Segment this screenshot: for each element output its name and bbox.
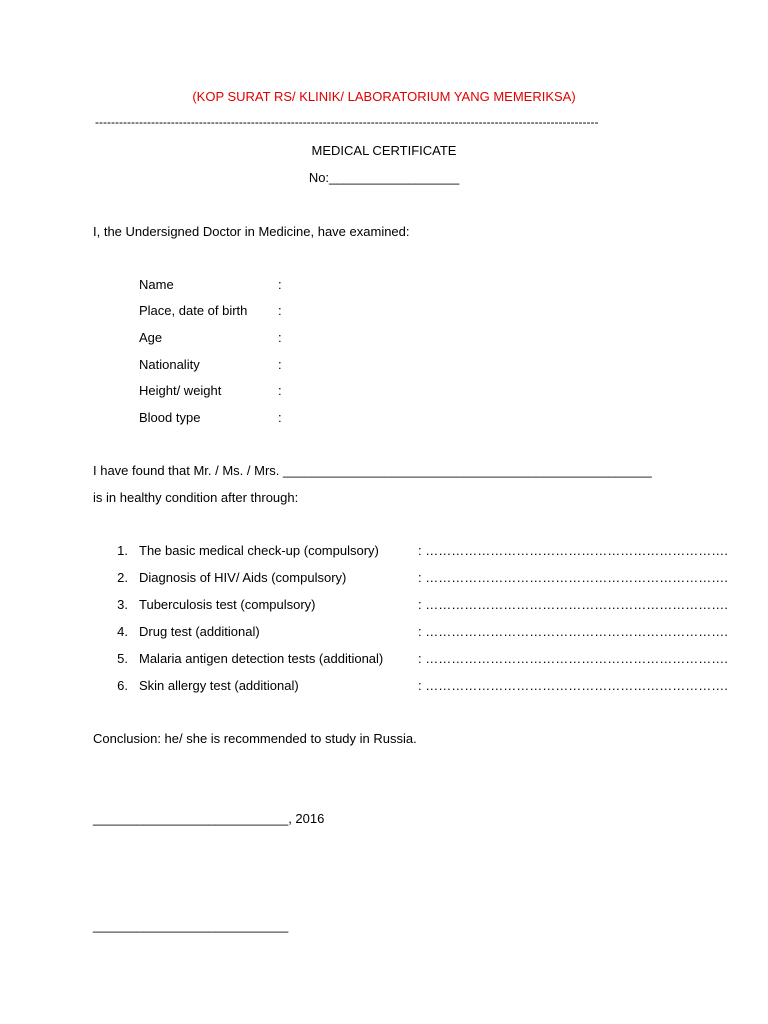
letterhead-placeholder: (KOP SURAT RS/ KLINIK/ LABORATORIUM YANG MEMERIKSA) xyxy=(192,89,576,104)
field-nationality-colon: : xyxy=(278,357,282,372)
test-result-blank: : ……………………………………………………………. xyxy=(418,597,728,612)
found-statement: I have found that Mr. / Ms. / Mrs. ___________________________________________________ xyxy=(93,463,652,478)
test-number: 1. xyxy=(117,543,128,558)
header-separator: ------------------------------------------------------------------------------------------------------------------------------ xyxy=(95,115,599,129)
field-name-colon: : xyxy=(278,277,282,292)
test-label: The basic medical check-up (compulsory) xyxy=(139,543,379,558)
healthy-statement: is in healthy condition after through: xyxy=(93,490,299,505)
test-result-blank: : ……………………………………………………………. xyxy=(418,543,728,558)
certificate-number: No:__________________ xyxy=(308,170,460,185)
test-result-blank: : ……………………………………………………………. xyxy=(418,624,728,639)
document-title: MEDICAL CERTIFICATE xyxy=(311,143,457,158)
field-age-colon: : xyxy=(278,330,282,345)
field-height-weight-label: Height/ weight xyxy=(139,383,222,398)
field-nationality-label: Nationality xyxy=(139,357,200,372)
field-blood-type-colon: : xyxy=(278,410,282,425)
test-result-blank: : ……………………………………………………………. xyxy=(418,678,728,693)
test-label: Tuberculosis test (compulsory) xyxy=(139,597,316,612)
signature-line: ___________________________ xyxy=(93,918,289,933)
place-date-line: ___________________________, 2016 xyxy=(93,811,325,826)
field-height-weight-colon: : xyxy=(278,383,282,398)
test-number: 3. xyxy=(117,597,128,612)
test-number: 2. xyxy=(117,570,128,585)
field-age-label: Age xyxy=(139,330,163,345)
field-birth-label: Place, date of birth xyxy=(139,303,248,318)
test-result-blank: : ……………………………………………………………. xyxy=(418,651,728,666)
test-label: Skin allergy test (additional) xyxy=(139,678,299,693)
field-birth-colon: : xyxy=(278,303,282,318)
test-label: Drug test (additional) xyxy=(139,624,260,639)
field-name-label: Name xyxy=(139,277,174,292)
test-result-blank: : ……………………………………………………………. xyxy=(418,570,728,585)
test-number: 5. xyxy=(117,651,128,666)
conclusion-text: Conclusion: he/ she is recommended to study in Russia. xyxy=(93,731,417,746)
test-label: Malaria antigen detection tests (additional) xyxy=(139,651,384,666)
test-label: Diagnosis of HIV/ Aids (compulsory) xyxy=(139,570,347,585)
intro-text: I, the Undersigned Doctor in Medicine, have examined: xyxy=(93,224,410,239)
test-number: 6. xyxy=(117,678,128,693)
test-number: 4. xyxy=(117,624,128,639)
field-blood-type-label: Blood type xyxy=(139,410,201,425)
